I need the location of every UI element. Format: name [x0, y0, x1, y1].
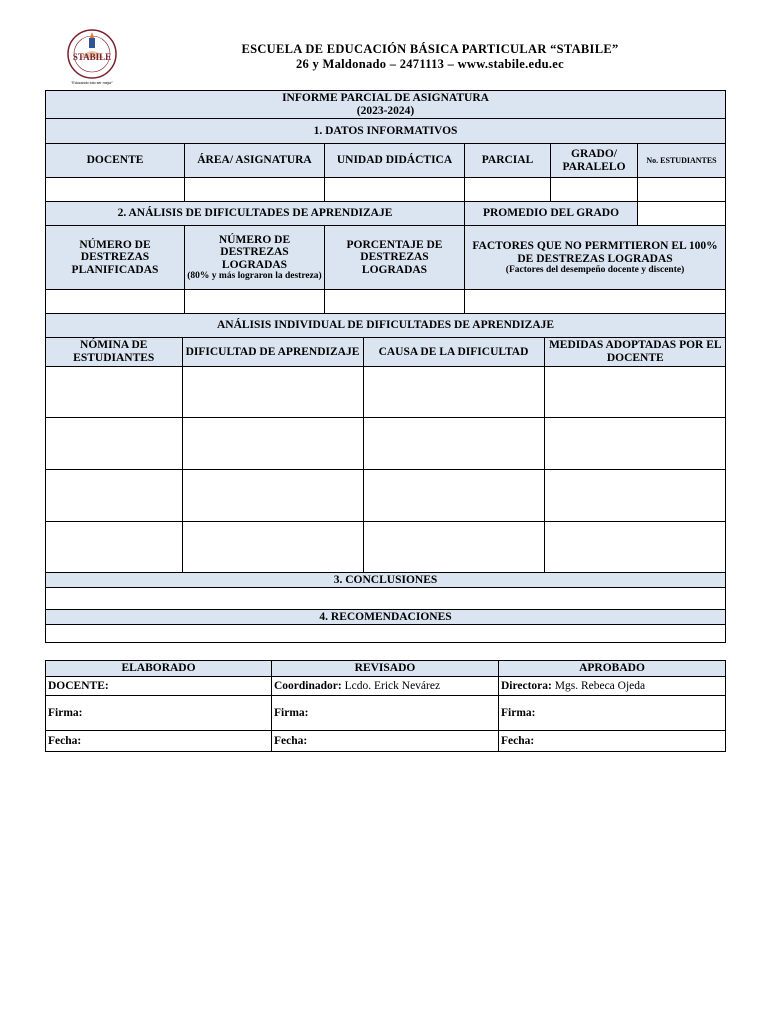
col-dificultad: DIFICULTAD DE APRENDIZAJE	[182, 338, 363, 366]
field-grado[interactable]	[551, 178, 638, 202]
field-factores[interactable]	[465, 290, 726, 314]
svg-text:STABILE: STABILE	[72, 52, 112, 62]
table-row-cell[interactable]	[363, 417, 544, 469]
table-row-cell[interactable]	[363, 521, 544, 572]
field-logradas[interactable]	[185, 290, 325, 314]
table-row-cell[interactable]	[544, 366, 726, 417]
report-table	[45, 90, 726, 643]
promedio-label: PROMEDIO DEL GRADO	[465, 202, 638, 226]
table-row-cell[interactable]	[544, 417, 726, 469]
report-title: INFORME PARCIAL DE ASIGNATURA (2023-2024)	[46, 91, 726, 119]
field-docente[interactable]	[46, 178, 185, 202]
field-planificadas[interactable]	[46, 290, 185, 314]
col-no-estudiantes: No. ESTUDIANTES	[638, 144, 726, 178]
col-factores: FACTORES QUE NO PERMITIERON EL 100% DE DESTREZAS LOGRADAS (Factores del desempeño docente y discente)	[465, 226, 726, 290]
table-row-cell[interactable]	[182, 366, 363, 417]
table-row-cell[interactable]	[544, 521, 726, 572]
section-conclusiones: 3. CONCLUSIONES	[46, 573, 726, 588]
col-unidad: UNIDAD DIDÁCTICA	[325, 144, 465, 178]
individual-table	[46, 338, 726, 572]
school-name: ESCUELA DE EDUCACIÓN BÁSICA PARTICULAR “STABILE”	[241, 42, 619, 56]
section-datos-informativos: 1. DATOS INFORMATIVOS	[46, 119, 726, 144]
col-porcentaje: PORCENTAJE DE DESTREZAS LOGRADAS	[325, 226, 465, 290]
field-area[interactable]	[185, 178, 325, 202]
section-analisis-individual: ANÁLISIS INDIVIDUAL DE DIFICULTADES DE APRENDIZAJE	[46, 314, 726, 338]
col-destrezas-planificadas: NÚMERO DE DESTREZAS PLANIFICADAS	[46, 226, 185, 290]
field-recomendaciones[interactable]	[46, 625, 726, 643]
firma-aprobado[interactable]: Firma:	[499, 696, 726, 731]
table-row-cell[interactable]	[46, 417, 182, 469]
col-aprobado: APROBADO	[499, 661, 726, 677]
fecha-elaborado[interactable]: Fecha:	[46, 731, 272, 752]
fecha-aprobado[interactable]: Fecha:	[499, 731, 726, 752]
col-medidas: MEDIDAS ADOPTADAS POR EL DOCENTE	[544, 338, 726, 366]
signature-table	[45, 660, 726, 752]
col-parcial: PARCIAL	[465, 144, 551, 178]
firma-elaborado[interactable]: Firma:	[46, 696, 272, 731]
section-recomendaciones: 4. RECOMENDACIONES	[46, 610, 726, 625]
table-row-cell[interactable]	[46, 366, 182, 417]
col-grado: GRADO/ PARALELO	[551, 144, 638, 178]
field-no-estudiantes[interactable]	[638, 178, 726, 202]
field-parcial[interactable]	[465, 178, 551, 202]
section-analisis: 2. ANÁLISIS DE DIFICULTADES DE APRENDIZAJE	[46, 202, 465, 226]
school-info	[190, 42, 670, 72]
col-elaborado: ELABORADO	[46, 661, 272, 677]
table-row-cell[interactable]	[182, 521, 363, 572]
field-porcentaje[interactable]	[325, 290, 465, 314]
col-docente: DOCENTE	[46, 144, 185, 178]
field-unidad[interactable]	[325, 178, 465, 202]
table-row-cell[interactable]	[182, 469, 363, 521]
fecha-revisado[interactable]: Fecha:	[272, 731, 499, 752]
coordinador-cell: Coordinador: Lcdo. Erick Nevárez	[272, 677, 499, 696]
table-row-cell[interactable]	[544, 469, 726, 521]
table-row-cell[interactable]	[182, 417, 363, 469]
table-row-cell[interactable]	[363, 366, 544, 417]
svg-text:"Educando tuto ser mejor": "Educando tuto ser mejor"	[71, 81, 113, 85]
page-header	[0, 0, 768, 90]
table-row-cell[interactable]	[46, 521, 182, 572]
table-row-cell[interactable]	[46, 469, 182, 521]
col-area: ÁREA/ ASIGNATURA	[185, 144, 325, 178]
col-causa: CAUSA DE LA DIFICULTAD	[363, 338, 544, 366]
table-row-cell[interactable]	[363, 469, 544, 521]
school-logo	[62, 26, 122, 86]
firma-revisado[interactable]: Firma:	[272, 696, 499, 731]
school-address: 26 y Maldonado – 2471113 – www.stabile.edu.ec	[295, 57, 565, 71]
docente-cell[interactable]: DOCENTE:	[46, 677, 272, 696]
directora-cell: Directora: Mgs. Rebeca Ojeda	[499, 677, 726, 696]
field-promedio[interactable]	[638, 202, 726, 226]
col-destrezas-logradas: NÚMERO DE DESTREZAS LOGRADAS (80% y más lograron la destreza)	[185, 226, 325, 290]
field-conclusiones[interactable]	[46, 588, 726, 610]
col-nomina: NÓMINA DE ESTUDIANTES	[46, 338, 182, 366]
col-revisado: REVISADO	[272, 661, 499, 677]
